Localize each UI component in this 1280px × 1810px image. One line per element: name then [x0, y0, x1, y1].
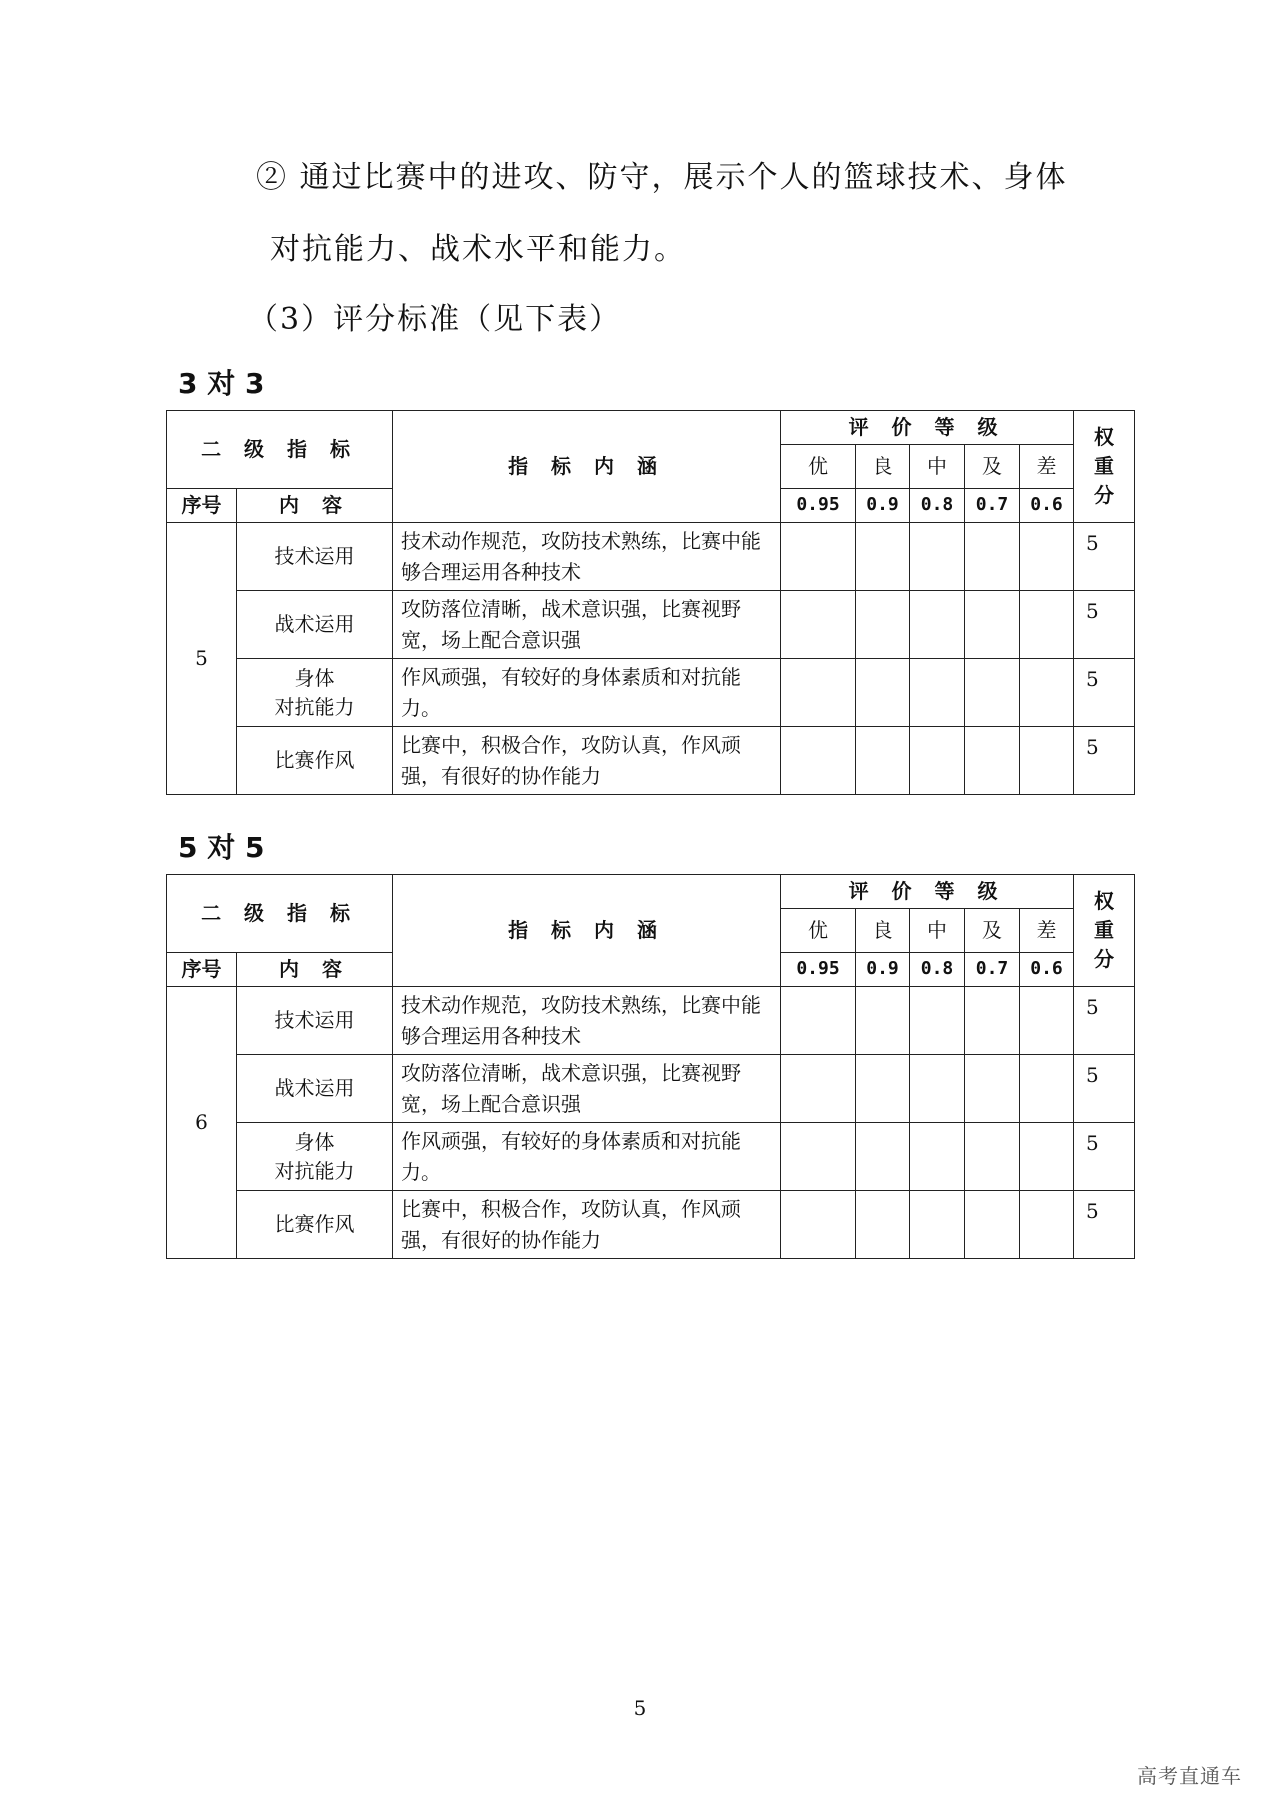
- body-text-line-1: ② 通过比赛中的进攻、防守，展示个人的篮球技术、身体: [256, 160, 1068, 195]
- grade-poor: 差: [1020, 445, 1074, 489]
- content-cell: 身体 对抗能力: [237, 659, 393, 727]
- grade-pass: 及: [965, 909, 1020, 953]
- score-cell: [965, 523, 1020, 591]
- score-cell: [1020, 1055, 1074, 1123]
- content-cell: 战术运用: [237, 591, 393, 659]
- page-number: 5: [633, 1696, 647, 1720]
- weight-cell: 5: [1074, 1055, 1135, 1123]
- grade-poor: 差: [1020, 909, 1074, 953]
- score-cell: [781, 1123, 856, 1191]
- content-cell: 身体 对抗能力: [237, 1123, 393, 1191]
- content-header: 内 容: [237, 953, 393, 987]
- score-cell: [965, 659, 1020, 727]
- weight-cell: 5: [1074, 659, 1135, 727]
- score-cell: [856, 1191, 910, 1259]
- indicator-description: 比赛中，积极合作，攻防认真，作风顽强，有很好的协作能力: [393, 727, 781, 795]
- indicator-description: 攻防落位清晰，战术意识强，比赛视野宽，场上配合意识强: [393, 1055, 781, 1123]
- coefficient: 0.95: [781, 489, 856, 523]
- scoring-standard-heading: （3）评分标准（见下表）: [248, 302, 622, 337]
- score-cell: [781, 591, 856, 659]
- content-header: 内 容: [237, 489, 393, 523]
- score-cell: [781, 659, 856, 727]
- score-cell: [910, 591, 965, 659]
- score-cell: [856, 1123, 910, 1191]
- coefficient: 0.8: [910, 953, 965, 987]
- weight-cell: 5: [1074, 1191, 1135, 1259]
- scoring-table-5v5: [166, 874, 1135, 1259]
- seq-header: 序号: [167, 489, 237, 523]
- coefficient: 0.6: [1020, 953, 1074, 987]
- indicator-description: 技术动作规范，攻防技术熟练，比赛中能够合理运用各种技术: [393, 987, 781, 1055]
- score-cell: [1020, 591, 1074, 659]
- score-cell: [965, 987, 1020, 1055]
- weight-cell: 5: [1074, 987, 1135, 1055]
- score-cell: [1020, 987, 1074, 1055]
- score-cell: [910, 523, 965, 591]
- indicator-description: 比赛中，积极合作，攻防认真，作风顽强，有很好的协作能力: [393, 1191, 781, 1259]
- score-cell: [910, 659, 965, 727]
- scoring-table-3v3: [166, 410, 1135, 795]
- coefficient: 0.7: [965, 953, 1020, 987]
- grade-excellent: 优: [781, 445, 856, 489]
- score-cell: [1020, 523, 1074, 591]
- content-cell: 战术运用: [237, 1055, 393, 1123]
- score-cell: [965, 1123, 1020, 1191]
- score-cell: [856, 659, 910, 727]
- coefficient: 0.9: [856, 489, 910, 523]
- secondary-indicator-header: 二 级 指 标: [167, 411, 393, 489]
- secondary-indicator-header: 二 级 指 标: [167, 875, 393, 953]
- seq-cell: 6: [167, 987, 237, 1259]
- score-cell: [910, 1055, 965, 1123]
- weight-cell: 5: [1074, 591, 1135, 659]
- grade-good: 良: [856, 909, 910, 953]
- content-cell: 技术运用: [237, 987, 393, 1055]
- watermark: 高考直通车: [1137, 1764, 1242, 1788]
- indicator-description: 作风顽强，有较好的身体素质和对抗能力。: [393, 659, 781, 727]
- score-cell: [1020, 1123, 1074, 1191]
- rating-level-header: 评 价 等 级: [781, 875, 1074, 909]
- weight-header: 权 重 分: [1074, 875, 1135, 987]
- score-cell: [781, 1191, 856, 1259]
- score-cell: [965, 591, 1020, 659]
- weight-header: 权 重 分: [1074, 411, 1135, 523]
- score-cell: [856, 1055, 910, 1123]
- weight-cell: 5: [1074, 1123, 1135, 1191]
- score-cell: [910, 987, 965, 1055]
- score-cell: [965, 727, 1020, 795]
- score-cell: [856, 987, 910, 1055]
- content-cell: 技术运用: [237, 523, 393, 591]
- grade-good: 良: [856, 445, 910, 489]
- grade-pass: 及: [965, 445, 1020, 489]
- content-cell: 比赛作风: [237, 727, 393, 795]
- seq-cell: 5: [167, 523, 237, 795]
- score-cell: [1020, 659, 1074, 727]
- section-title-5v5: 5 对 5: [178, 831, 265, 864]
- indicator-description: 攻防落位清晰，战术意识强，比赛视野宽，场上配合意识强: [393, 591, 781, 659]
- score-cell: [910, 727, 965, 795]
- weight-cell: 5: [1074, 523, 1135, 591]
- score-cell: [856, 523, 910, 591]
- coefficient: 0.8: [910, 489, 965, 523]
- score-cell: [856, 591, 910, 659]
- coefficient: 0.6: [1020, 489, 1074, 523]
- section-title-3v3: 3 对 3: [178, 367, 265, 400]
- score-cell: [781, 523, 856, 591]
- indicator-description: 作风顽强，有较好的身体素质和对抗能力。: [393, 1123, 781, 1191]
- indicator-content-header: 指 标 内 涵: [393, 411, 781, 523]
- indicator-description: 技术动作规范，攻防技术熟练，比赛中能够合理运用各种技术: [393, 523, 781, 591]
- coefficient: 0.9: [856, 953, 910, 987]
- score-cell: [781, 1055, 856, 1123]
- indicator-content-header: 指 标 内 涵: [393, 875, 781, 987]
- body-text-line-2: 对抗能力、战术水平和能力。: [270, 232, 686, 267]
- seq-header: 序号: [167, 953, 237, 987]
- score-cell: [856, 727, 910, 795]
- score-cell: [781, 987, 856, 1055]
- coefficient: 0.7: [965, 489, 1020, 523]
- score-cell: [781, 727, 856, 795]
- grade-medium: 中: [910, 445, 965, 489]
- score-cell: [910, 1191, 965, 1259]
- score-cell: [910, 1123, 965, 1191]
- coefficient: 0.95: [781, 953, 856, 987]
- score-cell: [1020, 727, 1074, 795]
- weight-cell: 5: [1074, 727, 1135, 795]
- score-cell: [965, 1055, 1020, 1123]
- score-cell: [1020, 1191, 1074, 1259]
- rating-level-header: 评 价 等 级: [781, 411, 1074, 445]
- score-cell: [965, 1191, 1020, 1259]
- content-cell: 比赛作风: [237, 1191, 393, 1259]
- grade-excellent: 优: [781, 909, 856, 953]
- grade-medium: 中: [910, 909, 965, 953]
